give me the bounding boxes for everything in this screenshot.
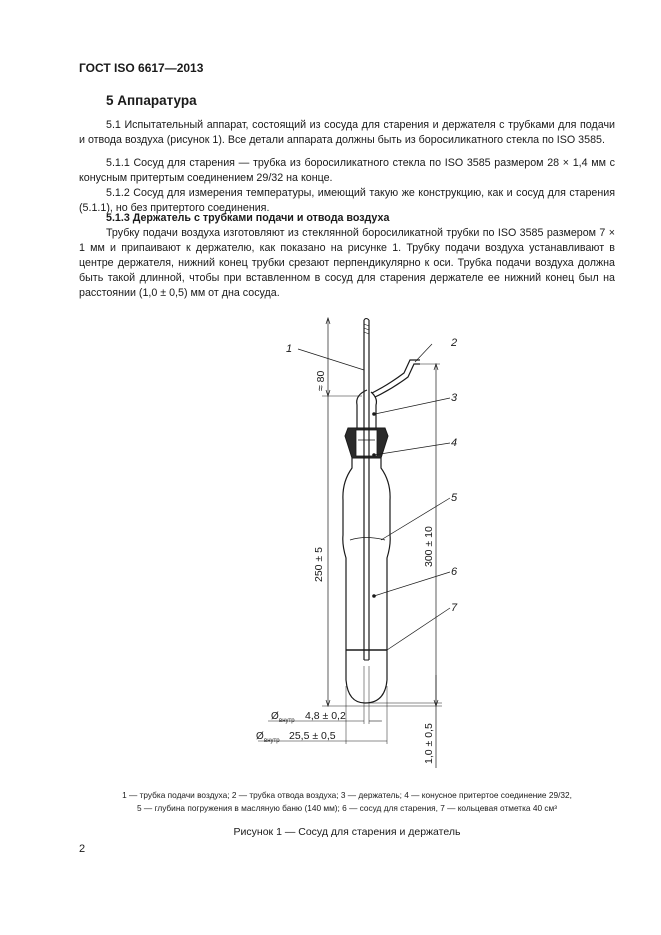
dim-inner-tube: 4,8 ± 0,2 (305, 710, 346, 722)
figure-aging-vessel (79, 310, 615, 780)
dim-250: 250 ± 5 (313, 547, 325, 582)
paragraph-5-1-3-body: Трубку подачи воздуха изготовляют из стеклянной боросиликатной трубки по ISO 3585 размером 7 × 1 мм и припаивают к держателю, как показано на рисунке 1. Трубку подачи воздуха устанавливают в центре держателя, нижний конец трубки срезают перпендикулярно к оси. Трубка подачи воздуха должна быть такой длинной, чтобы при вставленном в сосуд для старения держателе ее нижний конец был на расстоянии (1,0 ± 0,5) мм от дна сосуда. (79, 227, 615, 300)
diam-symbol-tube: Ø (271, 711, 279, 722)
page-number: 2 (79, 843, 86, 855)
callout-3: 3 (451, 392, 458, 404)
paragraph-5-1-1: 5.1.1 Сосуд для старения — трубка из боросиликатного стекла по ISO 3585 размером 28 × 1,4 мм с конусным притертым соединением 29/32 на конце. (79, 157, 615, 185)
figure-caption: Рисунок 1 — Сосуд для старения и держатель (233, 826, 461, 838)
paragraph-5-1: 5.1 Испытательный аппарат, состоящий из сосуда для старения и держателя с трубками для подачи и отвода воздуха (рисунок 1). Все детали аппарата должны быть из боросиликатного стекла по ISO 3585. (79, 119, 615, 147)
callout-6: 6 (451, 566, 458, 578)
legend-line-1: 1 — трубка подачи воздуха; 2 — трубка отвода воздуха; 3 — держатель; 4 — конусное притертое соединение 29/32, (122, 790, 572, 800)
diam-sub-vessel: внутр (264, 738, 280, 744)
callout-2: 2 (451, 337, 458, 349)
dim-approx-80: ≈ 80 (315, 370, 327, 391)
document-header: ГОСТ ISO 6617—2013 (79, 61, 204, 75)
callout-1: 1 (286, 343, 293, 355)
section-title: 5 Аппаратура (106, 93, 197, 108)
diam-symbol-vessel: Ø (256, 731, 264, 742)
legend-line-2: 5 — глубина погружения в масляную баню (140 мм); 6 — сосуд для старения, 7 — кольцевая отметка 40 см³ (136, 803, 557, 813)
dim-gap-bottom: 1,0 ± 0,5 (423, 723, 435, 764)
dim-inner-vessel: 25,5 ± 0,5 (289, 730, 336, 742)
callout-5: 5 (451, 492, 458, 504)
callout-4: 4 (451, 437, 458, 449)
dim-300: 300 ± 10 (423, 526, 435, 567)
paragraph-5-1-3-heading: 5.1.3 Держатель с трубками подачи и отвода воздуха (106, 212, 390, 224)
outlet-tube (372, 360, 420, 397)
callout-7: 7 (451, 602, 458, 614)
diam-sub-tube: внутр (279, 718, 295, 724)
figure-legend (79, 789, 615, 815)
paragraph-5-1-2: 5.1.2 Сосуд для измерения температуры, имеющий такую же конструкцию, как и сосуд для старения (5.1.1), но без притертого соединения. (79, 187, 615, 215)
aging-vessel-outline (343, 458, 390, 703)
